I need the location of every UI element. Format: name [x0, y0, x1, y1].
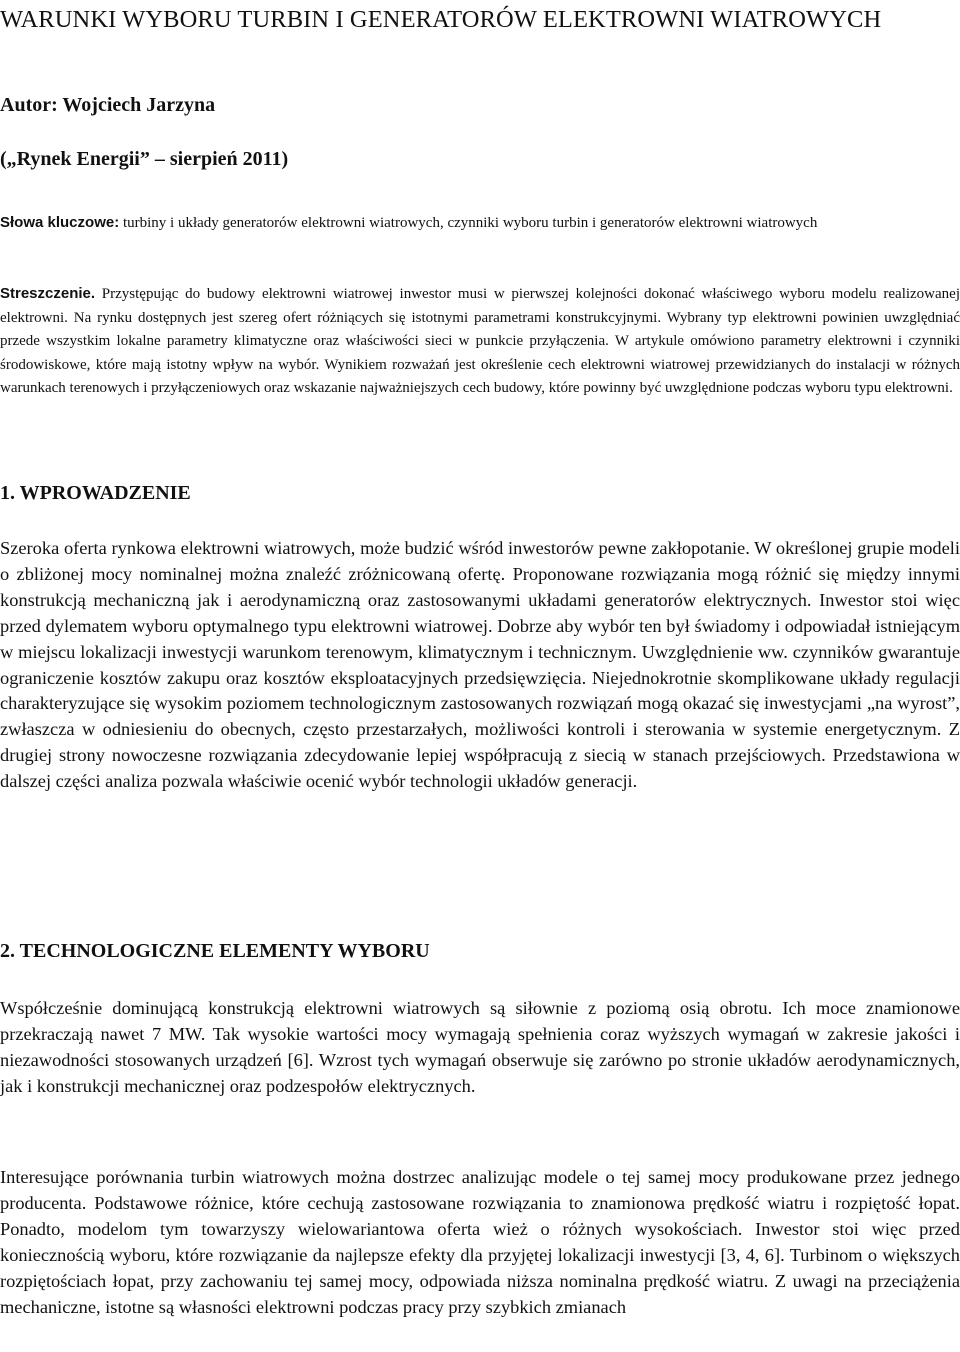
keywords-label: Słowa kluczowe: [0, 214, 120, 231]
document-title: WARUNKI WYBORU TURBIN I GENERATORÓW ELEKTROWNI WIATROWYCH [0, 6, 882, 33]
author-line: Autor: Wojciech Jarzyna [0, 94, 216, 116]
abstract [0, 282, 960, 401]
section-technological-paragraph-1: Współcześnie dominującą konstrukcją elektrowni wiatrowych są siłownie z poziomą osią obrotu. Ich moce znamionowe przekraczają nawet 7 MW. Tak wysokie wartości mocy wymagają spełnienia coraz wyższych wymagań w zakresie jakości i niezawodności stosowanych urządzeń [6]. Wzrost tych wymagań obserwuje się zarówno po stronie układów aerodynamicznych, jak i konstrukcji mechanicznej oraz podzespołów elektrycznych. [0, 998, 960, 1096]
abstract-label: Streszczenie. [0, 285, 96, 302]
section-technological-paragraph-2: Interesujące porównania turbin wiatrowych można dostrzec analizując modele o tej samej mocy produkowane przez jednego producenta. Podstawowe różnice, które cechują zastosowane rozwiązania to znamionowa prędkość wiatru i rozpiętość łopat. Ponadto, modelom tym towarzyszy wielowariantowa oferta wież o różnych wysokościach. Inwestor stoi więc przed koniecznością wyboru, które rozwiązanie da najlepsze efekty dla przyjętej lokalizacji inwestycji [3, 4, 6]. Turbinom o większych rozpiętościach łopat, przy zachowaniu tej samej mocy, odpowiada niższa nominalna prędkość wiatru. Z uwagi na przeciążenia mechaniczne, istotne są własności elektrowni podczas pracy przy szybkich zmianach [0, 1167, 960, 1317]
keywords [0, 211, 960, 236]
section-heading-introduction: 1. WPROWADZENIE [0, 482, 191, 504]
abstract-text: Przystępując do budowy elektrowni wiatrowej inwestor musi w pierwszej kolejności dokonać właściwego wyboru modelu realizowanej elektrowni. Na rynku dostępnych jest szereg ofert różniących się istotnymi parametrami konstrukcyjnymi. Wybrany typ elektrowni powinien uwzględniać przede wszystkim lokalne parametry klimatyczne oraz właściwości sieci w punkcie przyłączenia. W artykule omówiono parametry elektrowni i czynniki środowiskowe, które mają istotny wpływ na wybór. Wynikiem rozważań jest określenie cech elektrowni wiatrowej przewidzianych do instalacji w różnych warunkach terenowych i przyłączeniowych oraz wskazanie najważniejszych cech budowy, które powinny być uwzględnione podczas wyboru typu elektrowni. [0, 286, 960, 397]
section-introduction-paragraph: Szeroka oferta rynkowa elektrowni wiatrowych, może budzić wśród inwestorów pewne zakłopotanie. W określonej grupie modeli o zbliżonej mocy nominalnej można znaleźć zróżnicowaną ofertę. Proponowane rozwiązania mogą różnić się między innymi konstrukcją mechaniczną jak i aerodynamiczną oraz zastosowanymi układami generatorów elektrycznych. Inwestor stoi więc przed dylematem wyboru optymalnego typu elektrowni wiatrowej. Dobrze aby wybór ten był świadomy i odpowiadał istniejącym w miejscu lokalizacji inwestycji warunkom terenowym, klimatycznym i technicznym. Uwzględnienie ww. czynników gwarantuje ograniczenie kosztów zakupu oraz kosztów eksploatacyjnych przedsięwzięcia. Niejednokrotnie skomplikowane układy regulacji charakteryzujące się wysokim poziomem technologicznym zastosowanych rozwiązań mogą okazać się inwestycjami „na wyrost”, zwłaszcza w odniesieniu do obecnych, często przestarzałych, możliwości kontroli i sterowania w systemie energetycznym. Z drugiej strony nowoczesne rozwiązania zdecydowanie lepiej współpracują z siecią w stanach przejściowych. Przedstawiona w dalszej części analiza pozwala właściwie ocenić wybór technologii układów generacji. [0, 538, 960, 792]
keywords-text: turbiny i układy generatorów elektrowni wiatrowych, czynniki wyboru turbin i generatorów elektrowni wiatrowych [119, 215, 818, 231]
section-heading-technological-elements: 2. TECHNOLOGICZNE ELEMENTY WYBORU [0, 940, 430, 962]
source-line: („Rynek Energii” – sierpień 2011) [0, 148, 289, 170]
